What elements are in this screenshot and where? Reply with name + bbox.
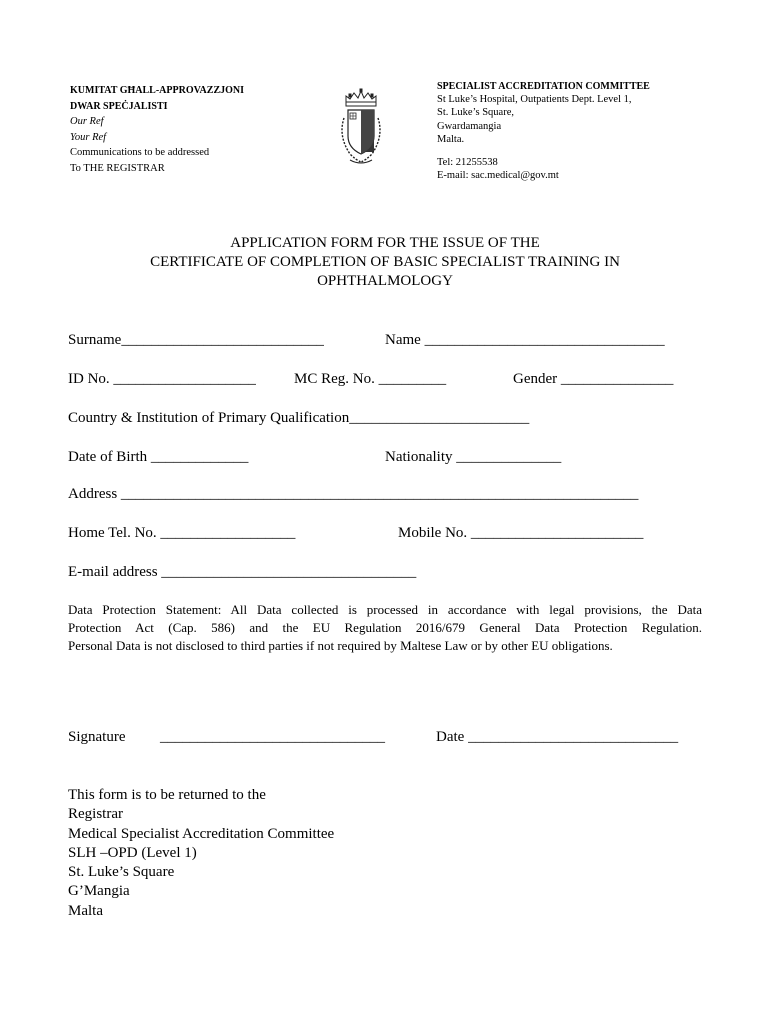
id-number-field[interactable]: ID No. ___________________ xyxy=(68,371,256,387)
data-protection-line-2: Protection Act (Cap. 586) and the EU Regulation 2016/679 General Data Protection Regulation. xyxy=(68,620,702,635)
date-of-birth-field[interactable]: Date of Birth _____________ xyxy=(68,449,249,465)
email-field[interactable]: E-mail address __________________________________ xyxy=(68,564,417,580)
header-right-block xyxy=(437,80,650,182)
committee-title: SPECIALIST ACCREDITATION COMMITTEE xyxy=(437,81,650,92)
address-line-4: Malta. xyxy=(437,133,465,145)
surname-field[interactable]: Surname___________________________ xyxy=(68,332,324,348)
signature-label: Signature xyxy=(68,729,126,745)
committee-name-maltese-line1: KUMITAT GĦALL-APPROVAZZJONI xyxy=(70,85,244,96)
return-line-6: G’Mangia xyxy=(68,883,130,900)
name-field[interactable]: Name ________________________________ xyxy=(385,332,665,348)
address-field[interactable]: Address _____________________________________________________________________ xyxy=(68,486,639,502)
mc-reg-number-field[interactable]: MC Reg. No. _________ xyxy=(294,371,447,387)
communications-note: Communications to be addressed xyxy=(70,147,210,158)
gender-field[interactable]: Gender _______________ xyxy=(513,371,674,387)
signature-line[interactable]: ______________________________ xyxy=(160,729,385,745)
home-tel-field[interactable]: Home Tel. No. __________________ xyxy=(68,525,296,541)
return-line-1: This form is to be returned to the xyxy=(68,787,266,803)
form-title-line-1: APPLICATION FORM FOR THE ISSUE OF THE xyxy=(230,235,540,251)
telephone: Tel: 21255538 xyxy=(437,157,498,169)
to-registrar-note: To THE REGISTRAR xyxy=(70,162,165,174)
form-title xyxy=(0,234,770,291)
malta-coat-of-arms-emblem xyxy=(336,88,386,166)
address-line-3: Gwardamangia xyxy=(437,120,502,132)
country-institution-field[interactable]: Country & Institution of Primary Qualification________________________ xyxy=(68,410,530,426)
form-title-line-2: CERTIFICATE OF COMPLETION OF BASIC SPECIALIST TRAINING IN xyxy=(150,254,620,270)
your-ref-label: Your Ref xyxy=(70,131,107,143)
our-ref-label: Our Ref xyxy=(70,116,104,127)
mobile-field[interactable]: Mobile No. _______________________ xyxy=(398,525,644,541)
date-field[interactable]: Date ____________________________ xyxy=(436,729,679,745)
return-address-block xyxy=(68,786,334,921)
email-address: E-mail: sac.medical@gov.mt xyxy=(437,170,559,182)
committee-name-maltese-line2: DWAR SPEĊJALISTI xyxy=(70,100,168,112)
data-protection-line-1: Data Protection Statement: All Data collected is processed in accordance with legal provisions, the Data xyxy=(68,602,702,617)
data-protection-line-3: Personal Data is not disclosed to third parties if not required by Maltese Law or by other EU obligations. xyxy=(68,638,613,653)
address-line-2: St. Luke’s Square, xyxy=(437,107,514,119)
data-protection-statement xyxy=(68,601,702,655)
address-line-1: St Luke’s Hospital, Outpatients Dept. Level 1, xyxy=(437,94,632,106)
return-line-7: Malta xyxy=(68,902,103,919)
form-title-line-3: OPHTHALMOLOGY xyxy=(317,273,453,289)
nationality-field[interactable]: Nationality ______________ xyxy=(385,449,562,465)
return-line-4: SLH –OPD (Level 1) xyxy=(68,844,197,861)
header-left-block xyxy=(70,83,244,176)
return-line-2: Registrar xyxy=(68,806,123,823)
return-line-5: St. Luke’s Square xyxy=(68,864,175,881)
return-line-3: Medical Specialist Accreditation Committee xyxy=(68,825,335,842)
